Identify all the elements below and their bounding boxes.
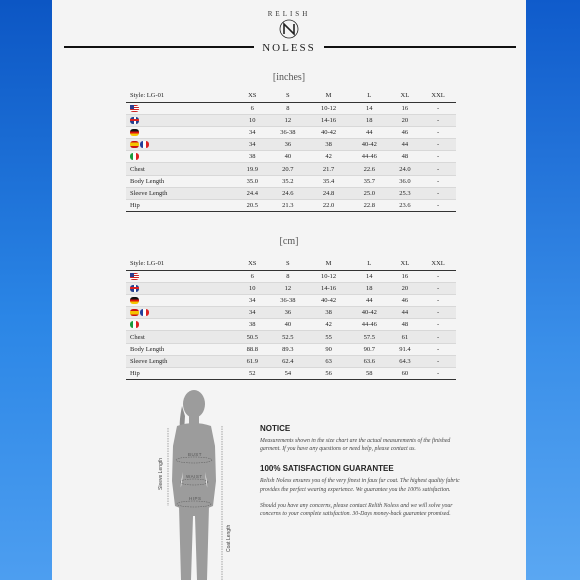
table-cell: 36 [268, 139, 309, 151]
table-cell: - [420, 187, 456, 199]
table-cell: - [420, 126, 456, 138]
logo-arc-text: RELISH [267, 10, 311, 18]
table-cell: 20.7 [268, 163, 309, 175]
table-cell: - [420, 200, 456, 212]
flag-fr-icon [140, 141, 149, 148]
size-table-cm [126, 257, 456, 380]
table-cell: 22.8 [349, 200, 390, 212]
table-cell: 36.0 [390, 175, 421, 187]
table-cell: 63.6 [349, 355, 390, 367]
table-row [126, 163, 456, 175]
table-cell: 10 [237, 114, 268, 126]
flag-es-icon [130, 309, 139, 316]
unit-label-cm: [cm] [279, 236, 299, 247]
table-cell: 62.4 [268, 355, 309, 367]
background-left [0, 0, 52, 580]
table-row [126, 139, 456, 151]
table-row [126, 319, 456, 331]
table-row [126, 187, 456, 199]
flag-cell [126, 282, 237, 294]
table-cell: - [420, 114, 456, 126]
table-cell: 14 [349, 270, 390, 282]
size-header: XL [390, 89, 421, 102]
size-header: L [349, 89, 390, 102]
table-cell: 40-42 [349, 139, 390, 151]
table-cell: 25.3 [390, 187, 421, 199]
measurement-label: Body Length [126, 343, 237, 355]
table-cell: 36 [268, 307, 309, 319]
flag-it-icon [130, 153, 139, 160]
table-cell: 14-16 [308, 282, 349, 294]
table-row [126, 200, 456, 212]
notice-panel [260, 424, 460, 518]
table-row [126, 270, 456, 282]
table-cell: 46 [390, 294, 421, 306]
table-cell: 8 [268, 270, 309, 282]
body-measurement-figure [144, 386, 234, 580]
table-row [126, 114, 456, 126]
flag-it-icon [130, 321, 139, 328]
table-cell: - [420, 331, 456, 343]
hips-label: HIPS [189, 496, 202, 501]
table-row [126, 282, 456, 294]
table-cell: 10 [237, 282, 268, 294]
size-header: M [308, 257, 349, 270]
table-row [126, 294, 456, 306]
table-cell: - [420, 343, 456, 355]
size-table-inches [126, 89, 456, 212]
table-header-row [126, 89, 456, 102]
size-header: M [308, 89, 349, 102]
flag-cell [126, 294, 237, 306]
table-cell: 64.3 [390, 355, 421, 367]
table-cell: 24.0 [390, 163, 421, 175]
measurement-label: Chest [126, 331, 237, 343]
size-header: XXL [420, 89, 456, 102]
header-rule-right [324, 46, 516, 48]
table-cell: 34 [237, 126, 268, 138]
measurement-label: Hip [126, 368, 237, 380]
table-row [126, 368, 456, 380]
measurement-label: Hip [126, 200, 237, 212]
table-cell: 19.9 [237, 163, 268, 175]
style-header: Style: LG-01 [126, 257, 237, 270]
table-cell: 35.4 [308, 175, 349, 187]
table-cell: - [420, 151, 456, 163]
table-cell: 35.2 [268, 175, 309, 187]
table-cell: 44 [390, 139, 421, 151]
coat-length-label: Coat Length [226, 524, 232, 552]
table-row [126, 175, 456, 187]
table-cell: 12 [268, 282, 309, 294]
table-cell: 40-42 [308, 126, 349, 138]
table-row [126, 151, 456, 163]
table-cell: 88.8 [237, 343, 268, 355]
table-cell: 25.0 [349, 187, 390, 199]
table-cell: 40 [268, 319, 309, 331]
table-cell: 36-38 [268, 126, 309, 138]
table-cell: 14-16 [308, 114, 349, 126]
table-cell: 22.0 [308, 200, 349, 212]
table-cell: 40-42 [308, 294, 349, 306]
flag-cell [126, 151, 237, 163]
table-row [126, 355, 456, 367]
table-cell: 52 [237, 368, 268, 380]
table-row [126, 307, 456, 319]
table-cell: 48 [390, 151, 421, 163]
table-cell: 16 [390, 270, 421, 282]
sleeve-length-label: Sleeve Length [158, 458, 164, 490]
table-cell: 44 [349, 294, 390, 306]
table-cell: 24.4 [237, 187, 268, 199]
table-cell: 18 [349, 282, 390, 294]
table-cell: 20 [390, 282, 421, 294]
unit-label-inches: [inches] [272, 72, 306, 83]
table-cell: 8 [268, 102, 309, 114]
bust-label: BUST [188, 452, 203, 457]
table-cell: 52.5 [268, 331, 309, 343]
table-cell: 38 [237, 319, 268, 331]
guarantee-text-2: Should you have any concerns, please contact Relith Noless and we will solve your concerns to your complete satisfaction. 30-Days money-back guarantee promised. [260, 502, 453, 518]
flag-de-icon [130, 129, 139, 136]
table-cell: 35.0 [237, 175, 268, 187]
flag-cell [126, 102, 237, 114]
table-cell: 58 [349, 368, 390, 380]
table-cell: - [420, 368, 456, 380]
table-cell: 34 [237, 307, 268, 319]
table-cell: 23.6 [390, 200, 421, 212]
size-header: XL [390, 257, 421, 270]
size-header: L [349, 257, 390, 270]
size-header: S [268, 257, 309, 270]
table-cell: 10-12 [308, 270, 349, 282]
table-row [126, 331, 456, 343]
guarantee-text-1: Relish Noless ensures you of the very finest in faux fur coat. The highest quality fabric provides the perfect wearing experience. We guarantee you the 100% satisfaction. [260, 478, 460, 493]
background-right [526, 0, 580, 580]
table-row [126, 343, 456, 355]
table-cell: 22.6 [349, 163, 390, 175]
table-cell: 91.4 [390, 343, 421, 355]
table-cell: 56 [308, 368, 349, 380]
table-cell: 21.3 [268, 200, 309, 212]
table-cell: - [420, 139, 456, 151]
waist-label: WAIST [186, 474, 203, 479]
table-cell: 50.5 [237, 331, 268, 343]
table-cell: 12 [268, 114, 309, 126]
flag-cell [126, 319, 237, 331]
table-cell: - [420, 294, 456, 306]
notice-title: NOTICE [260, 424, 291, 433]
size-header: XXL [420, 257, 456, 270]
measurement-label: Chest [126, 163, 237, 175]
size-chart-sheet [52, 0, 526, 580]
table-cell: 21.7 [308, 163, 349, 175]
table-cell: - [420, 163, 456, 175]
table-cell: 57.5 [349, 331, 390, 343]
table-cell: 44 [349, 126, 390, 138]
table-cell: 48 [390, 319, 421, 331]
size-header: XS [237, 89, 268, 102]
table-cell: 14 [349, 102, 390, 114]
flag-fr-icon [140, 309, 149, 316]
table-cell: - [420, 319, 456, 331]
flag-us-icon [130, 105, 139, 112]
table-cell: - [420, 355, 456, 367]
table-cell: 20.5 [237, 200, 268, 212]
table-cell: 24.8 [308, 187, 349, 199]
style-header: Style: LG-01 [126, 89, 237, 102]
table-cell: 20 [390, 114, 421, 126]
table-cell: 90 [308, 343, 349, 355]
measurement-label: Body Length [126, 175, 237, 187]
logo-monogram-icon [278, 18, 300, 40]
table-cell: 10-12 [308, 102, 349, 114]
table-cell: 44-46 [349, 319, 390, 331]
brand-logo [52, 4, 526, 60]
table-header-row [126, 257, 456, 270]
table-cell: 36-38 [268, 294, 309, 306]
guarantee-title: 100% SATISFACTION GUARANTEE [260, 464, 394, 474]
table-cell: 34 [237, 139, 268, 151]
table-cell: 61 [390, 331, 421, 343]
table-cell: - [420, 175, 456, 187]
table-cell: 38 [308, 139, 349, 151]
table-cell: 61.9 [237, 355, 268, 367]
flag-cell [126, 126, 237, 138]
size-header: XS [237, 257, 268, 270]
table-cell: 16 [390, 102, 421, 114]
table-cell: 40-42 [349, 307, 390, 319]
table-cell: 63 [308, 355, 349, 367]
flag-uk-icon [130, 285, 139, 292]
size-header: S [268, 89, 309, 102]
table-cell: - [420, 282, 456, 294]
table-cell: 24.6 [268, 187, 309, 199]
table-cell: 46 [390, 126, 421, 138]
table-row [126, 126, 456, 138]
table-cell: 54 [268, 368, 309, 380]
table-cell: 44 [390, 307, 421, 319]
flag-uk-icon [130, 117, 139, 124]
measurement-label: Sleeve Length [126, 355, 237, 367]
table-cell: 35.7 [349, 175, 390, 187]
flag-cell [126, 114, 237, 126]
flag-de-icon [130, 297, 139, 304]
table-cell: - [420, 102, 456, 114]
table-cell: 90.7 [349, 343, 390, 355]
header-rule-left [64, 46, 254, 48]
table-cell: 55 [308, 331, 349, 343]
table-cell: - [420, 270, 456, 282]
table-cell: 6 [237, 270, 268, 282]
table-cell: 60 [390, 368, 421, 380]
flag-cell [126, 307, 237, 319]
table-cell: - [420, 307, 456, 319]
logo-wordmark: NOLESS [262, 42, 316, 54]
table-cell: 44-46 [349, 151, 390, 163]
table-cell: 42 [308, 319, 349, 331]
table-cell: 42 [308, 151, 349, 163]
table-cell: 89.3 [268, 343, 309, 355]
table-cell: 40 [268, 151, 309, 163]
flag-es-icon [130, 141, 139, 148]
table-cell: 18 [349, 114, 390, 126]
table-cell: 6 [237, 102, 268, 114]
table-cell: 38 [308, 307, 349, 319]
flag-cell [126, 139, 237, 151]
table-cell: 34 [237, 294, 268, 306]
flag-cell [126, 270, 237, 282]
notice-text: Measurements shown in the size chart are the actual measurements of the finished garment. If you have any questions or need help, please contact us. [260, 438, 451, 453]
table-cell: 38 [237, 151, 268, 163]
flag-us-icon [130, 273, 139, 280]
table-row [126, 102, 456, 114]
measurement-label: Sleeve Length [126, 187, 237, 199]
